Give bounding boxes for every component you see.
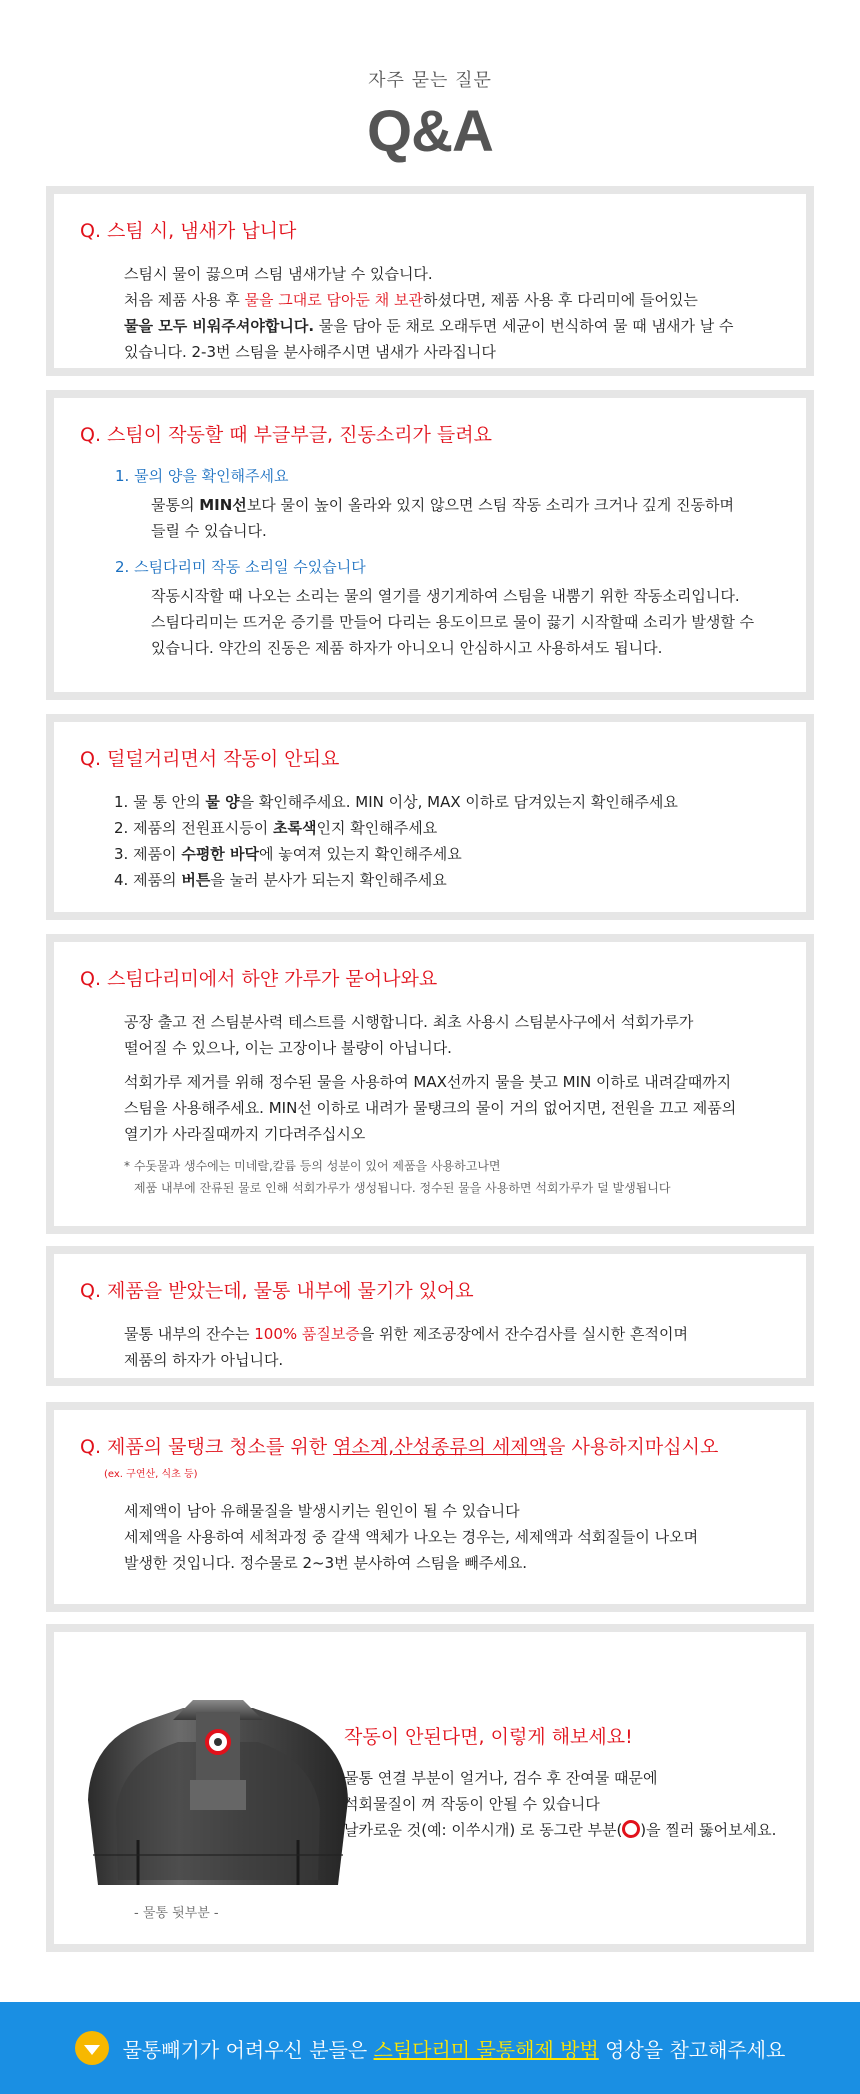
banner-text (123, 2034, 786, 2063)
text: 1. 물 통 안의 (114, 793, 206, 811)
list-item (114, 841, 806, 867)
text: 영상을 참고해주세요 (598, 2037, 786, 2062)
answer-line: 있습니다. 약간의 진동은 제품 하자가 아니오니 안심하시고 사용하셔도 됩니다. (151, 639, 663, 657)
answer-line: 작동시작할 때 나오는 소리는 물의 열기를 생기게하여 스팀을 내뿜기 위한 작동소리입니다. (151, 587, 740, 605)
image-caption: - 물통 뒷부분 - (134, 1906, 219, 1921)
example-note: (ex. 구연산, 식초 등) (104, 1469, 198, 1480)
text: 하셨다면, 제품 사용 후 다리미에 들어있는 (422, 291, 698, 309)
page-header (0, 0, 860, 180)
answer-line: 발생한 것입니다. 정수물로 2~3번 분사하여 스팀을 빼주세요. (124, 1554, 528, 1572)
text: 물통 내부의 잔수는 (124, 1325, 255, 1343)
bold-text: 물을 모두 비워주셔야합니다. (124, 317, 315, 335)
text: 처음 제품 사용 후 (124, 291, 245, 309)
text: 3. 제품이 (114, 845, 182, 863)
tip-line: 물통 연결 부분이 얼거나, 검수 후 잔여물 때문에 (344, 1769, 658, 1787)
answer-line (124, 287, 806, 313)
question-title: Q. 스팀 시, 냄새가 납니다 (80, 220, 297, 242)
text: 날카로운 것(예: 이쑤시개) 로 동그란 부분( (344, 1821, 623, 1839)
sub-body (80, 492, 806, 544)
question-title: Q. 스팀이 작동할 때 부글부글, 진동소리가 들려요 (80, 424, 492, 446)
bold-text: 물 양 (205, 793, 240, 811)
page-subtitle: 자주 묻는 질문 (368, 70, 492, 91)
list-item (114, 867, 806, 893)
text: 을 눌러 분사가 되는지 확인해주세요 (210, 871, 447, 889)
answer-line: 스팀을 사용해주세요. MIN선 이하로 내려가 물탱크의 물이 거의 없어지면, 전원을 끄고 제품의 (124, 1099, 737, 1117)
bold-text: MIN선 (199, 496, 247, 514)
qa-card-white-powder (46, 934, 814, 1234)
video-guide-link[interactable]: 스팀다리미 물통해제 방법 (373, 2037, 599, 2062)
sub-heading: 2. 스팀다리미 작동 소리일 수있습니다 (115, 558, 366, 576)
text: 보다 물이 높이 올라와 있지 않으면 스팀 작동 소리가 크거나 깊게 진동하며 (246, 496, 734, 514)
question-title: Q. 스팀다리미에서 하얀 가루가 묻어나와요 (80, 968, 438, 990)
answer-body (80, 261, 806, 365)
question-title: Q. 덜덜거리면서 작동이 안되요 (80, 748, 340, 770)
sub-body (80, 583, 806, 661)
tip-line: 석회물질이 껴 작동이 안될 수 있습니다 (344, 1795, 600, 1813)
answer-line (124, 1321, 806, 1347)
troubleshoot-card (46, 1624, 814, 1952)
video-guide-banner[interactable] (0, 2002, 860, 2094)
answer-line: 들릴 수 있습니다. (151, 522, 267, 540)
footnote-line: * 수돗물과 생수에는 미네랄,칼륨 등의 성분이 있어 제품을 사용하고나면 (124, 1159, 501, 1173)
text: 2. 제품의 전원표시등이 (114, 819, 274, 837)
water-tank-illustration (78, 1680, 358, 1900)
answer-line: 있습니다. 2-3번 스팀을 분사해주시면 냄새가 사라집니다 (124, 343, 496, 361)
text: 에 놓여져 있는지 확인해주세요 (259, 845, 462, 863)
answer-line: 석회가루 제거를 위해 정수된 물을 사용하여 MAX선까지 물을 붓고 MIN 이하로 내려갈때까지 (124, 1073, 732, 1091)
red-circle-icon (622, 1820, 640, 1838)
qa-card-smell (46, 186, 814, 376)
sub-heading: 1. 물의 양을 확인해주세요 (115, 467, 289, 485)
qa-card-detergent (46, 1402, 814, 1612)
text: 4. 제품의 (114, 871, 182, 889)
answer-line: 제품의 하자가 아닙니다. (124, 1351, 284, 1369)
list-item (114, 815, 806, 841)
answer-line: 세제액이 남아 유해물질을 발생시키는 원인이 될 수 있습니다 (124, 1502, 520, 1520)
answer-body (80, 1009, 806, 1147)
tip-line (344, 1817, 776, 1843)
answer-body (80, 1321, 806, 1373)
qa-card-moisture (46, 1246, 814, 1386)
answer-line: 열기가 사라질때까지 기다려주십시오 (124, 1125, 366, 1143)
text: 물을 담아 둔 채로 오래두면 세균이 번식하여 물 때 냄새가 날 수 (314, 317, 734, 335)
highlight-text: 100% 품질보증 (254, 1325, 360, 1343)
text: 인지 확인해주세요 (316, 819, 438, 837)
troubleshoot-title: 작동이 안된다면, 이렇게 해보세요! (344, 1726, 633, 1748)
text: 물통빼기가 어려우신 분들은 (122, 2037, 374, 2062)
answer-line (151, 492, 806, 518)
text: 을 위한 제조공장에서 잔수검사를 실시한 흔적이며 (359, 1325, 688, 1343)
page-title: Q&A (367, 99, 493, 164)
bold-text: 버튼 (181, 871, 211, 889)
text: )을 찔러 뚫어보세요. (640, 1821, 777, 1839)
bold-text: 초록색 (273, 819, 317, 837)
answer-line: 스팀다리미는 뜨거운 증기를 만들어 다리는 용도이므로 물이 끓기 시작할때 소리가 발생할 수 (151, 613, 755, 631)
answer-line: 떨어질 수 있으나, 이는 고장이나 불량이 아닙니다. (124, 1039, 452, 1057)
answer-line (124, 313, 806, 339)
text: Q. 제품의 물탱크 청소를 위한 (80, 1436, 334, 1458)
text: 물통의 (151, 496, 200, 514)
text: 을 사용하지마십시오 (547, 1436, 719, 1458)
water-tank-image (78, 1680, 358, 1900)
footnote (80, 1155, 806, 1199)
underlined-text: 염소계,산성종류의 세제액 (333, 1436, 548, 1458)
bold-text: 수평한 바닥 (181, 845, 260, 863)
answer-line: 세제액을 사용하여 세척과정 중 갈색 액체가 나오는 경우는, 세제액과 석회질들이 나오며 (124, 1528, 699, 1546)
answer-line: 스팀시 물이 끓으며 스팀 냄새가날 수 있습니다. (124, 265, 433, 283)
qa-card-vibration (46, 390, 814, 700)
qa-card-not-working (46, 714, 814, 920)
troubleshoot-text (344, 1722, 776, 1843)
footnote-line: 제품 내부에 잔류된 물로 인해 석회가루가 생성됩니다. 정수된 물을 사용하면 석회가루가 덜 발생됩니다 (134, 1181, 671, 1195)
check-list (80, 789, 806, 893)
answer-line: 공장 출고 전 스팀분사력 테스트를 시행합니다. 최초 사용시 스팀분사구에서 석회가루가 (124, 1013, 694, 1031)
answer-body (80, 1498, 806, 1576)
arrow-down-icon (75, 2031, 109, 2065)
highlight-text: 물을 그대로 담아둔 채 보관 (244, 291, 423, 309)
question-title (80, 1432, 806, 1459)
question-title: Q. 제품을 받았는데, 물통 내부에 물기가 있어요 (80, 1280, 474, 1302)
text: 을 확인해주세요. MIN 이상, MAX 이하로 담겨있는지 확인해주세요 (239, 793, 678, 811)
list-item (114, 789, 806, 815)
